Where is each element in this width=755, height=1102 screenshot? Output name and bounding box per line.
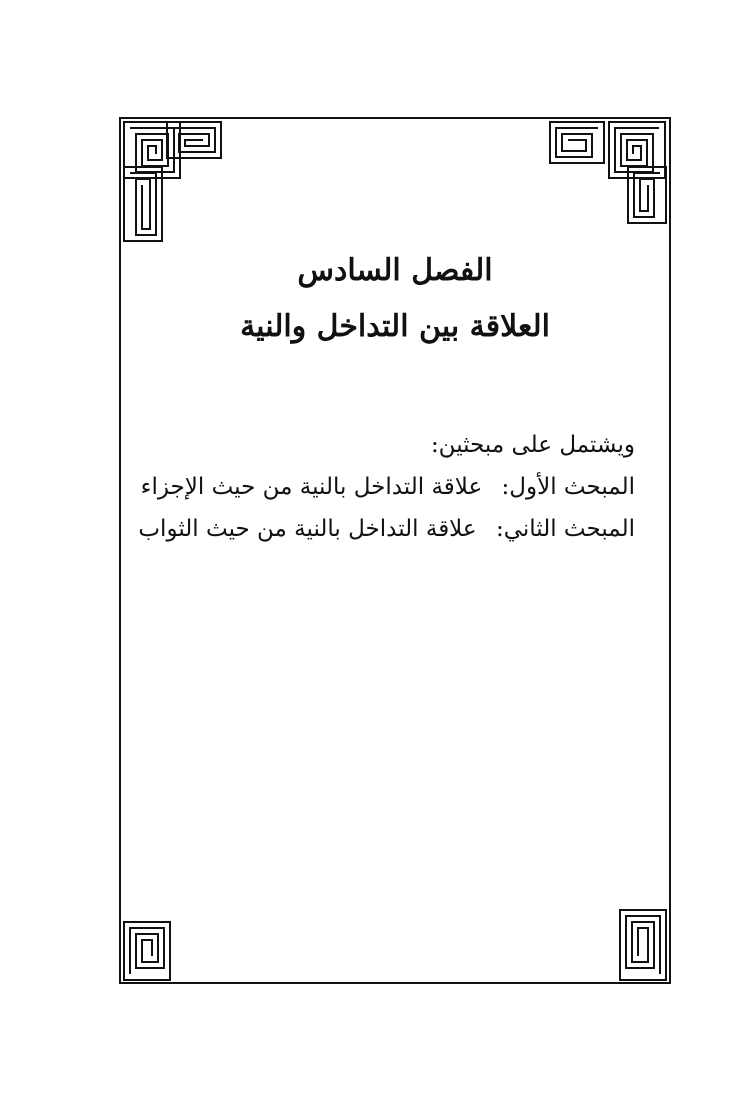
corner-ornament-icon bbox=[122, 165, 164, 243]
corner-ornament-icon bbox=[548, 120, 606, 165]
section-label: المبحث الأول: bbox=[501, 474, 635, 500]
contents-intro: ويشتمل على مبحثين: bbox=[430, 432, 635, 458]
corner-ornament-icon bbox=[626, 165, 668, 225]
section-item bbox=[115, 516, 635, 542]
section-label: المبحث الثاني: bbox=[495, 516, 635, 542]
chapter-contents bbox=[115, 432, 635, 558]
chapter-subtitle: العلاقة بين التداخل والنية bbox=[240, 309, 550, 344]
corner-ornament-icon bbox=[165, 120, 223, 160]
corner-ornament-icon bbox=[122, 920, 172, 982]
section-item bbox=[115, 474, 635, 500]
corner-ornament-icon bbox=[618, 908, 668, 982]
section-text: علاقة التداخل بالنية من حيث الإجزاء bbox=[140, 474, 483, 500]
chapter-title: الفصل السادس bbox=[297, 253, 493, 288]
section-text: علاقة التداخل بالنية من حيث الثواب bbox=[138, 516, 477, 542]
